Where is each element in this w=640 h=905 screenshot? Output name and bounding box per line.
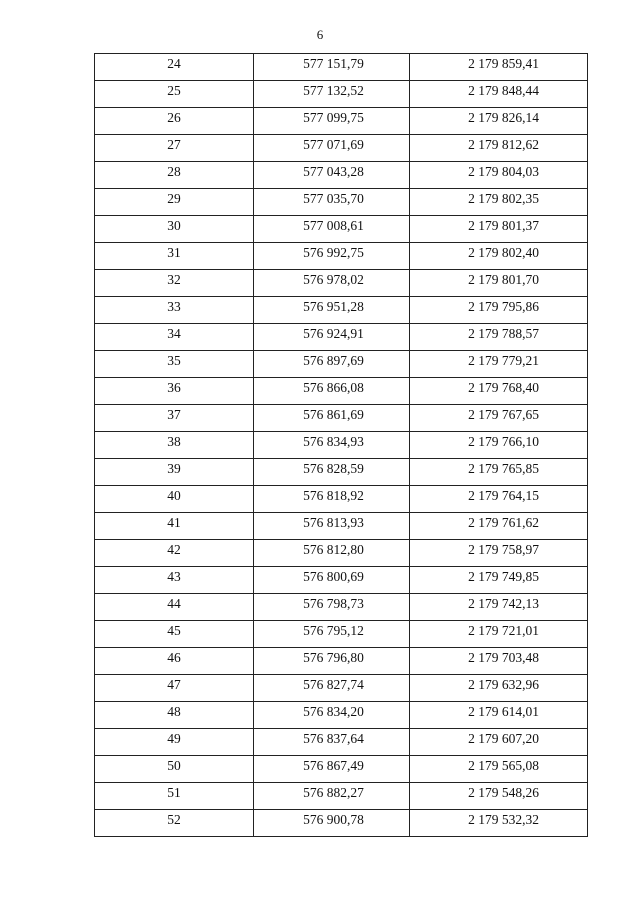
x-coordinate-cell: 576 800,69 [254, 567, 410, 594]
table-row [95, 459, 588, 486]
point-number-cell: 35 [95, 351, 254, 378]
x-coordinate-cell: 577 151,79 [254, 54, 410, 81]
x-coordinate-cell: 576 951,28 [254, 297, 410, 324]
table-row [95, 675, 588, 702]
point-number-cell: 39 [95, 459, 254, 486]
x-coordinate-cell: 576 866,08 [254, 378, 410, 405]
table-row [95, 783, 588, 810]
table-row [95, 756, 588, 783]
x-coordinate-cell: 577 071,69 [254, 135, 410, 162]
y-coordinate-cell: 2 179 826,14 [410, 108, 588, 135]
x-coordinate-cell: 576 798,73 [254, 594, 410, 621]
point-number-cell: 50 [95, 756, 254, 783]
point-number-cell: 40 [95, 486, 254, 513]
point-number-cell: 48 [95, 702, 254, 729]
table-row [95, 405, 588, 432]
x-coordinate-cell: 576 900,78 [254, 810, 410, 837]
table-row [95, 54, 588, 81]
y-coordinate-cell: 2 179 607,20 [410, 729, 588, 756]
x-coordinate-cell: 576 813,93 [254, 513, 410, 540]
table-row [95, 621, 588, 648]
y-coordinate-cell: 2 179 767,65 [410, 405, 588, 432]
y-coordinate-cell: 2 179 614,01 [410, 702, 588, 729]
x-coordinate-cell: 576 796,80 [254, 648, 410, 675]
table-row [95, 513, 588, 540]
point-number-cell: 49 [95, 729, 254, 756]
x-coordinate-cell: 576 827,74 [254, 675, 410, 702]
x-coordinate-cell: 576 818,92 [254, 486, 410, 513]
y-coordinate-cell: 2 179 761,62 [410, 513, 588, 540]
table-row [95, 378, 588, 405]
y-coordinate-cell: 2 179 812,62 [410, 135, 588, 162]
point-number-cell: 24 [95, 54, 254, 81]
y-coordinate-cell: 2 179 768,40 [410, 378, 588, 405]
y-coordinate-cell: 2 179 532,32 [410, 810, 588, 837]
x-coordinate-cell: 576 837,64 [254, 729, 410, 756]
table-row [95, 81, 588, 108]
point-number-cell: 42 [95, 540, 254, 567]
point-number-cell: 28 [95, 162, 254, 189]
point-number-cell: 29 [95, 189, 254, 216]
table-row [95, 270, 588, 297]
table-row [95, 567, 588, 594]
point-number-cell: 51 [95, 783, 254, 810]
y-coordinate-cell: 2 179 779,21 [410, 351, 588, 378]
point-number-cell: 44 [95, 594, 254, 621]
x-coordinate-cell: 576 924,91 [254, 324, 410, 351]
x-coordinate-cell: 576 882,27 [254, 783, 410, 810]
y-coordinate-cell: 2 179 804,03 [410, 162, 588, 189]
coordinates-table [94, 53, 588, 837]
table-row [95, 108, 588, 135]
x-coordinate-cell: 576 897,69 [254, 351, 410, 378]
y-coordinate-cell: 2 179 548,26 [410, 783, 588, 810]
point-number-cell: 30 [95, 216, 254, 243]
y-coordinate-cell: 2 179 703,48 [410, 648, 588, 675]
x-coordinate-cell: 576 834,20 [254, 702, 410, 729]
table-row [95, 243, 588, 270]
point-number-cell: 33 [95, 297, 254, 324]
table-row [95, 729, 588, 756]
point-number-cell: 52 [95, 810, 254, 837]
y-coordinate-cell: 2 179 565,08 [410, 756, 588, 783]
table-row [95, 162, 588, 189]
page-number: 6 [316, 27, 324, 42]
table-row [95, 702, 588, 729]
y-coordinate-cell: 2 179 859,41 [410, 54, 588, 81]
table-row [95, 486, 588, 513]
x-coordinate-cell: 576 828,59 [254, 459, 410, 486]
point-number-cell: 46 [95, 648, 254, 675]
point-number-cell: 38 [95, 432, 254, 459]
x-coordinate-cell: 577 043,28 [254, 162, 410, 189]
point-number-cell: 41 [95, 513, 254, 540]
x-coordinate-cell: 576 867,49 [254, 756, 410, 783]
y-coordinate-cell: 2 179 742,13 [410, 594, 588, 621]
y-coordinate-cell: 2 179 801,37 [410, 216, 588, 243]
point-number-cell: 34 [95, 324, 254, 351]
table-row [95, 540, 588, 567]
table-row [95, 324, 588, 351]
table-row [95, 648, 588, 675]
table-row [95, 189, 588, 216]
y-coordinate-cell: 2 179 749,85 [410, 567, 588, 594]
table-row [95, 216, 588, 243]
y-coordinate-cell: 2 179 765,85 [410, 459, 588, 486]
x-coordinate-cell: 576 861,69 [254, 405, 410, 432]
x-coordinate-cell: 577 008,61 [254, 216, 410, 243]
point-number-cell: 31 [95, 243, 254, 270]
y-coordinate-cell: 2 179 766,10 [410, 432, 588, 459]
point-number-cell: 45 [95, 621, 254, 648]
coordinates-table-body [95, 54, 588, 837]
y-coordinate-cell: 2 179 764,15 [410, 486, 588, 513]
point-number-cell: 26 [95, 108, 254, 135]
x-coordinate-cell: 576 992,75 [254, 243, 410, 270]
x-coordinate-cell: 577 035,70 [254, 189, 410, 216]
y-coordinate-cell: 2 179 802,40 [410, 243, 588, 270]
y-coordinate-cell: 2 179 801,70 [410, 270, 588, 297]
y-coordinate-cell: 2 179 795,86 [410, 297, 588, 324]
y-coordinate-cell: 2 179 758,97 [410, 540, 588, 567]
point-number-cell: 43 [95, 567, 254, 594]
x-coordinate-cell: 577 132,52 [254, 81, 410, 108]
point-number-cell: 47 [95, 675, 254, 702]
x-coordinate-cell: 576 795,12 [254, 621, 410, 648]
y-coordinate-cell: 2 179 632,96 [410, 675, 588, 702]
point-number-cell: 25 [95, 81, 254, 108]
table-row [95, 351, 588, 378]
x-coordinate-cell: 576 834,93 [254, 432, 410, 459]
y-coordinate-cell: 2 179 721,01 [410, 621, 588, 648]
y-coordinate-cell: 2 179 802,35 [410, 189, 588, 216]
table-row [95, 810, 588, 837]
point-number-cell: 27 [95, 135, 254, 162]
table-row [95, 594, 588, 621]
point-number-cell: 32 [95, 270, 254, 297]
x-coordinate-cell: 576 812,80 [254, 540, 410, 567]
y-coordinate-cell: 2 179 848,44 [410, 81, 588, 108]
x-coordinate-cell: 576 978,02 [254, 270, 410, 297]
point-number-cell: 36 [95, 378, 254, 405]
table-row [95, 135, 588, 162]
x-coordinate-cell: 577 099,75 [254, 108, 410, 135]
y-coordinate-cell: 2 179 788,57 [410, 324, 588, 351]
table-row [95, 432, 588, 459]
point-number-cell: 37 [95, 405, 254, 432]
table-row [95, 297, 588, 324]
